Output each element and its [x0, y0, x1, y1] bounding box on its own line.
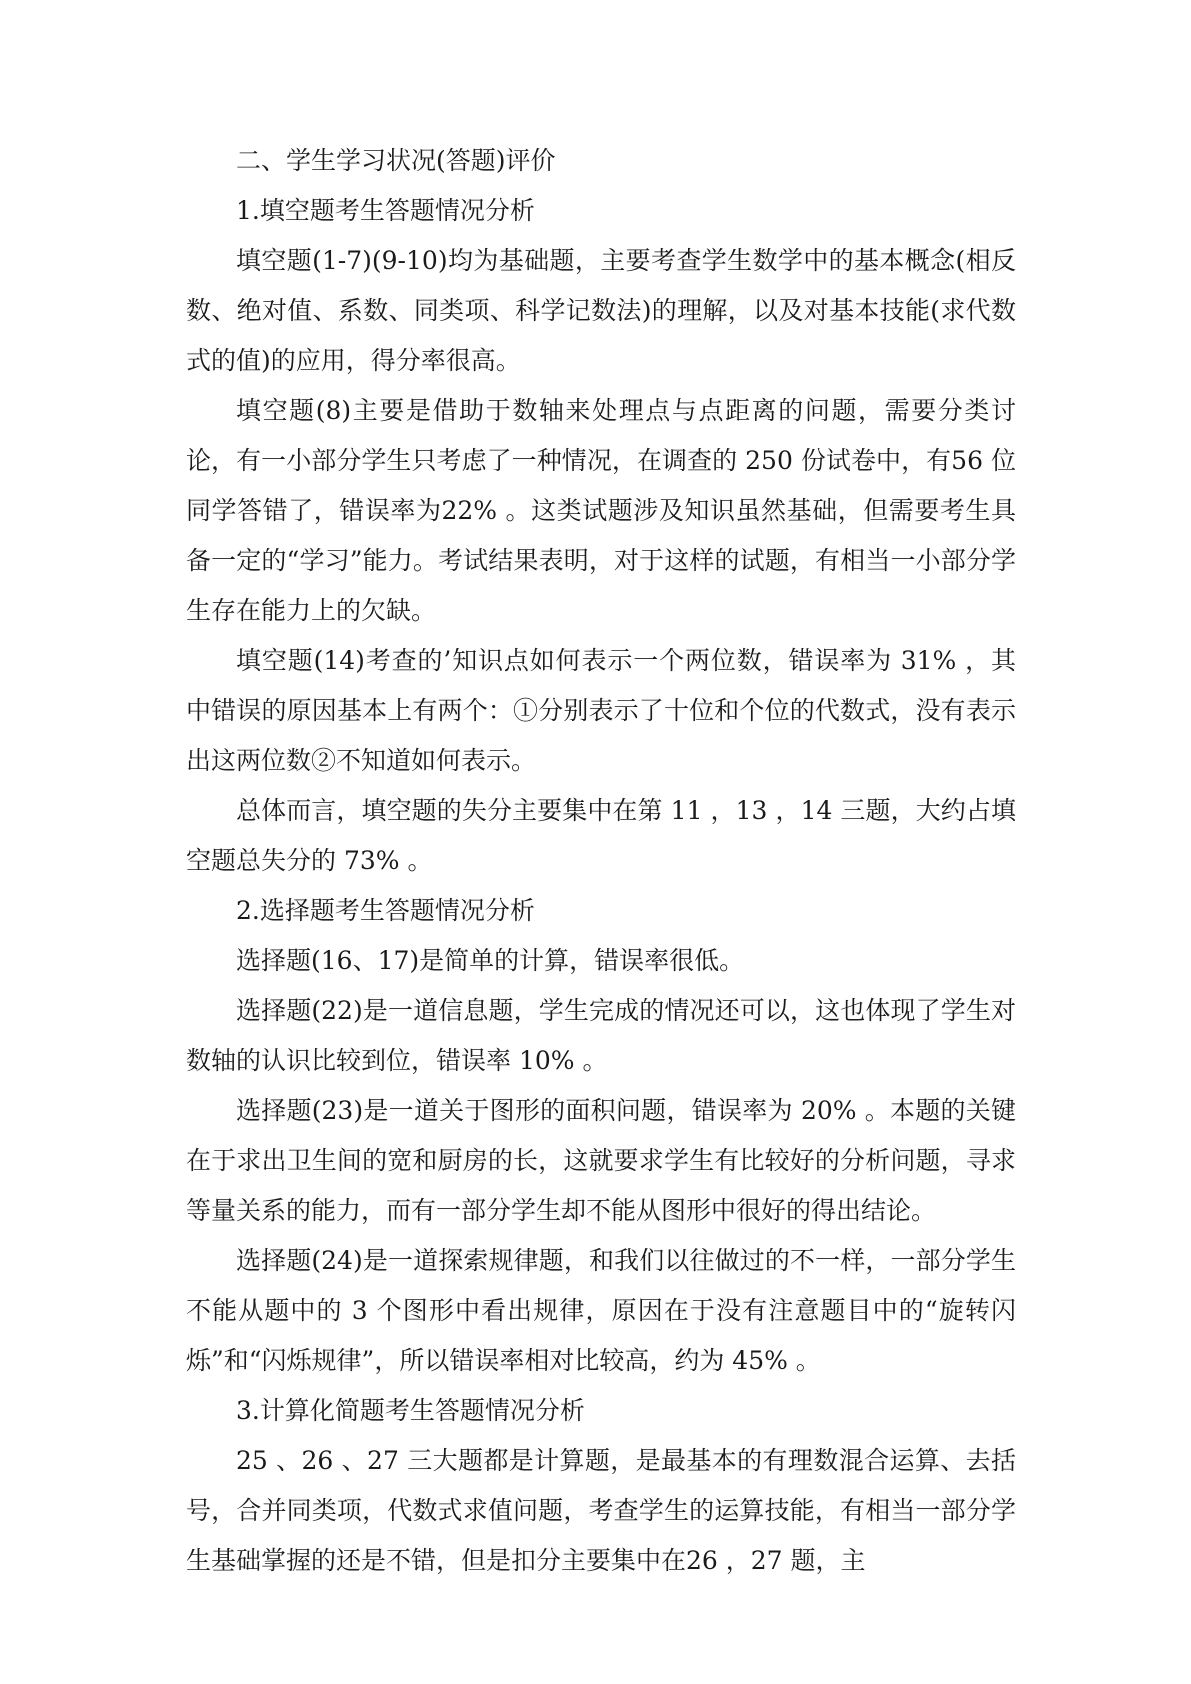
section-title: 二、学生学习状况(答题)评价 [236, 146, 556, 175]
subsection-title-fill-in: 1.填空题考生答题情况分析 [236, 196, 535, 225]
document-body [186, 136, 1016, 1586]
subsection-title-choice: 2.选择题考生答题情况分析 [236, 896, 535, 925]
paragraph: 总体而言，填空题的失分主要集中在第 11 ，13 ，14 三题，大约占填空题总失分的 73% 。 [186, 796, 1016, 875]
paragraph: 选择题(23)是一道关于图形的面积问题，错误率为 20% 。本题的关键在于求出卫生间的宽和厨房的长，这就要求学生有比较好的分析问题，寻求等量关系的能力，而有一部分学生却不能从图形中很好的得出结论。 [186, 1096, 1016, 1225]
paragraph: 选择题(22)是一道信息题，学生完成的情况还可以，这也体现了学生对数轴的认识比较到位，错误率 10% 。 [186, 996, 1016, 1075]
subsection-title-calculation: 3.计算化简题考生答题情况分析 [236, 1396, 585, 1425]
paragraph: 选择题(24)是一道探索规律题，和我们以往做过的不一样，一部分学生不能从题中的 3 个图形中看出规律，原因在于没有注意题目中的“旋转闪烁”和“闪烁规律”，所以错误率相对比较高，约为 45% 。 [186, 1246, 1016, 1375]
paragraph: 填空题(1-7)(9-10)均为基础题，主要考查学生数学中的基本概念(相反数、绝对值、系数、同类项、科学记数法)的理解，以及对基本技能(求代数式的值)的应用，得分率很高。 [186, 246, 1016, 375]
paragraph: 填空题(8)主要是借助于数轴来处理点与点距离的问题，需要分类讨论，有一小部分学生只考虑了一种情况，在调查的 250 份试卷中，有56 位同学答错了，错误率为22% 。这类试题涉及知识虽然基础，但需要考生具备一定的“学习”能力。考试结果表明，对于这样的试题，有相当一小部分学生存在能力上的欠缺。 [186, 396, 1016, 625]
paragraph: 25 、26 、27 三大题都是计算题，是最基本的有理数混合运算、去括号，合并同类项，代数式求值问题，考查学生的运算技能，有相当一部分学生基础掌握的还是不错，但是扣分主要集中在26 ，27 题，主 [186, 1446, 1016, 1575]
paragraph: 选择题(16、17)是简单的计算，错误率很低。 [236, 946, 745, 975]
paragraph: 填空题(14)考查的’知识点如何表示一个两位数，错误率为 31% ，其中错误的原因基本上有两个：①分别表示了十位和个位的代数式，没有表示出这两位数②不知道如何表示。 [186, 646, 1016, 775]
